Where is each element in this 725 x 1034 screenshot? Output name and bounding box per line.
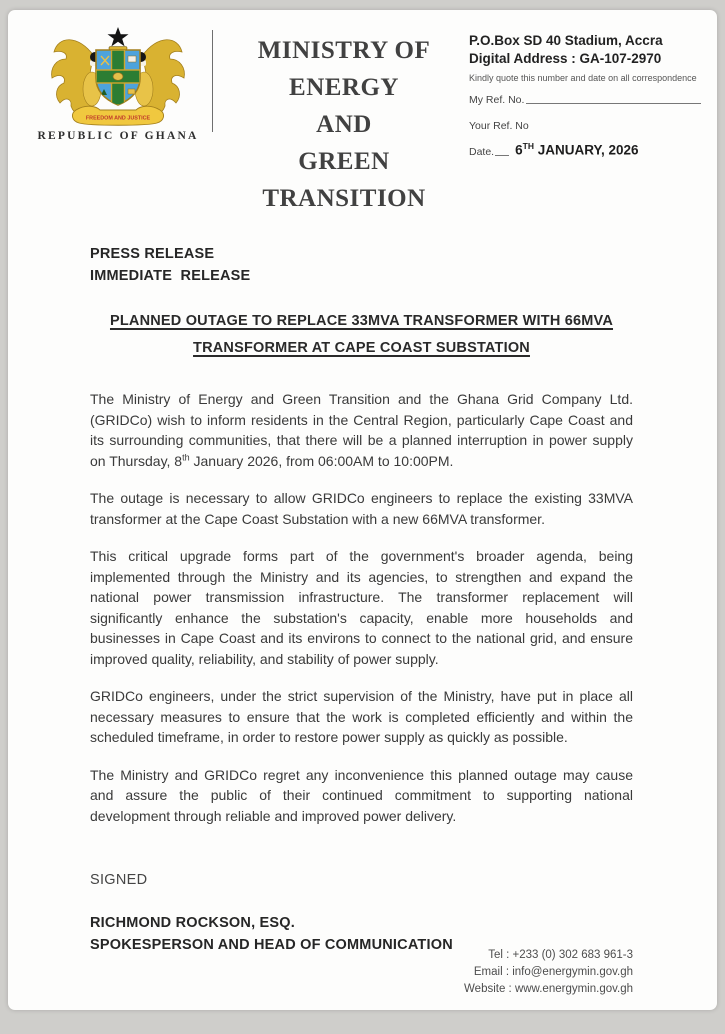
ghana-coat-of-arms-icon	[48, 26, 188, 126]
freedom-justice-banner	[72, 106, 163, 125]
shield-icon	[96, 50, 140, 105]
immediate-release-label: IMMEDIATE RELEASE	[90, 268, 251, 284]
po-box-line: P.O.Box SD 40 Stadium, Accra	[469, 33, 663, 48]
body-paragraph-4: GRIDCo engineers, under the strict supervision of the Ministry, have put in place all necessary measures to ensure that the work is completed efficiently and within the scheduled timeframe, in order to restore power supply as quickly as possible.	[90, 688, 633, 745]
my-ref-blank-line	[526, 103, 701, 104]
press-release-block	[90, 243, 633, 287]
ministry-title	[219, 26, 469, 217]
my-ref-row	[469, 94, 703, 106]
document-body	[8, 243, 717, 956]
date-row	[469, 139, 703, 158]
date-value: 6TH JANUARY, 2026	[515, 141, 639, 158]
document-title	[90, 308, 633, 362]
footer-email: Email : info@energymin.gov.gh	[473, 966, 633, 978]
date-label: Date.	[469, 145, 495, 158]
letterhead	[8, 10, 717, 217]
my-ref-label: My Ref. No.	[469, 94, 525, 106]
signed-label: SIGNED	[90, 872, 148, 888]
republic-of-ghana-label: REPUBLIC OF GHANA	[37, 130, 199, 142]
ministry-title-line2: AND	[316, 111, 372, 138]
correspondence-note: Kindly quote this number and date on all correspondence	[469, 73, 697, 83]
your-ref-label: Your Ref. No	[469, 120, 529, 132]
document-page	[8, 10, 717, 1010]
date-blank-line	[495, 155, 509, 156]
contact-footer	[464, 947, 633, 998]
svg-text:FREEDOM AND JUSTICE: FREEDOM AND JUSTICE	[85, 115, 151, 122]
body-paragraph-5: The Ministry and GRIDCo regret any inconvenience this planned outage may cause and assure the public of their continued commitment to supporting national development through reliable and improved power delivery.	[90, 766, 633, 824]
address-block	[469, 26, 703, 158]
footer-tel: Tel : +233 (0) 302 683 961-3	[488, 949, 633, 961]
document-title-line2: TRANSFORMER AT CAPE COAST SUBSTATION	[193, 340, 530, 356]
footer-website: Website : www.energymin.gov.gh	[464, 983, 633, 995]
black-star-icon	[108, 27, 129, 46]
signatory-role: SPOKESPERSON AND HEAD OF COMMUNICATION	[90, 937, 453, 953]
digital-address-line: Digital Address : GA-107-2970	[469, 51, 662, 66]
press-release-label: PRESS RELEASE	[90, 246, 215, 262]
ministry-title-line1: MINISTRY OF ENERGY	[257, 37, 431, 101]
ministry-title-line3: GREEN TRANSITION	[262, 148, 426, 212]
body-paragraph-3: This critical upgrade forms part of the government's broader agenda, being implemented through the Ministry and its agencies, to strengthen and expand the national power transmission infrastructure. The transformer replacement will significantly enhance the substation's capacity, enable more households and businesses in Cape Coast and its environs to connect to the national grid, and ensure improved quality, reliability, and stability of power supply.	[90, 548, 633, 667]
signatory-name: RICHMOND ROCKSON, ESQ.	[90, 915, 295, 931]
body-paragraph-2: The outage is necessary to allow GRIDCo engineers to replace the existing 33MVA transformer at the Cape Coast Substation with a new 66MVA transformer.	[90, 490, 633, 527]
document-title-line1: PLANNED OUTAGE TO REPLACE 33MVA TRANSFORMER WITH 66MVA	[109, 313, 614, 329]
body-paragraph-1: The Ministry of Energy and Green Transition and the Ghana Grid Company Ltd. (GRIDCo) wish to inform residents in the Central Region, particularly Cape Coast and its surrounding communities, that there will be a planned interruption in power supply on Thursday, 8th January 2026, from 06:00AM to 10:00PM.	[90, 391, 633, 469]
coat-of-arms-block	[32, 26, 204, 142]
header-divider	[212, 30, 213, 132]
